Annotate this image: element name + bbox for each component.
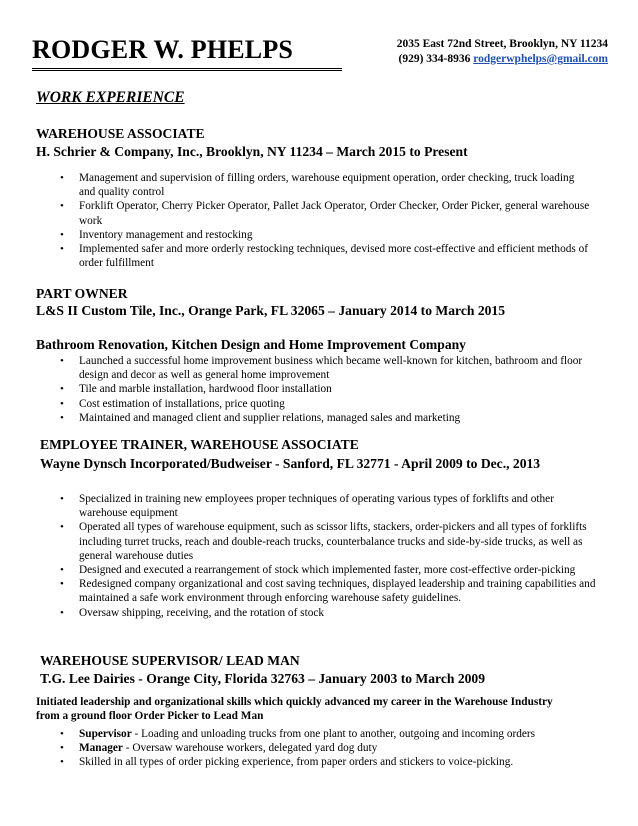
list-item: • Management and supervision of filling orders, warehouse equipment operation, order checking, truck loading and quality control bbox=[58, 171, 590, 199]
list-item: • Maintained and managed client and supplier relations, managed sales and marketing bbox=[58, 411, 590, 425]
list-item bbox=[58, 727, 598, 741]
name-underline-rule bbox=[32, 68, 342, 71]
phone-email-line bbox=[397, 52, 608, 67]
contact-block bbox=[397, 37, 608, 67]
list-item: • Oversaw shipping, receiving, and the rotation of stock bbox=[58, 606, 598, 620]
list-item: • Cost estimation of installations, price quoting bbox=[58, 397, 590, 411]
list-item: • Forklift Operator, Cherry Picker Operator, Pallet Jack Operator, Order Checker, Order Picker, general warehouse work bbox=[58, 199, 590, 227]
phone-number: (929) 334-8936 bbox=[398, 53, 474, 65]
job-title: WAREHOUSE SUPERVISOR/ LEAD MAN bbox=[40, 653, 300, 668]
job-company: H. Schrier & Company, Inc., Brooklyn, NY 11234 – March 2015 to Present bbox=[36, 144, 468, 159]
role-description: - Loading and unloading trucks from one plant to another, outgoing and incoming orders bbox=[131, 728, 536, 740]
job-company: L&S II Custom Tile, Inc., Orange Park, FL 32065 – January 2014 to March 2015 bbox=[36, 303, 506, 318]
job-title: PART OWNER bbox=[36, 286, 128, 301]
job-title: WAREHOUSE ASSOCIATE bbox=[36, 126, 205, 141]
list-item: • Implemented safer and more orderly restocking techniques, devised more cost-effective and efficient methods of order fulfillment bbox=[58, 242, 590, 270]
list-item: • Tile and marble installation, hardwood floor installation bbox=[58, 382, 590, 396]
job-company: Wayne Dynsch Incorporated/Budweiser - Sanford, FL 32771 - April 2009 to Dec., 2013 bbox=[40, 456, 541, 471]
role-label: Supervisor bbox=[79, 728, 132, 740]
list-item: • Redesigned company organizational and cost saving techniques, displayed leadership and training capabilities and maintained a safe work environment through enforcing warehouse safety guidelines. bbox=[58, 577, 598, 605]
role-description: Skilled in all types of order picking experience, from paper orders and stickers to voice-picking. bbox=[79, 756, 514, 769]
job-duties-list bbox=[58, 171, 590, 270]
role-label: Manager bbox=[79, 742, 123, 755]
role-description: - Oversaw warehouse workers, delegated yard dog duty bbox=[122, 742, 378, 755]
job-intro-text: Initiated leadership and organizational skills which quickly advanced my career in the Warehouse Industry from a ground floor Order Picker to Lead Man bbox=[36, 696, 553, 723]
list-item: • Inventory management and restocking bbox=[58, 228, 590, 242]
list-item: • Designed and executed a rearrangement of stock which implemented faster, more cost-effective order-picking bbox=[58, 563, 598, 577]
job-duties-list bbox=[58, 727, 598, 770]
list-item bbox=[58, 741, 598, 755]
job-duties-list bbox=[58, 492, 598, 620]
job-company: T.G. Lee Dairies - Orange City, Florida 32763 – January 2003 to March 2009 bbox=[40, 671, 486, 686]
list-item: • Launched a successful home improvement business which became well-known for kitchen, bathroom and floor design and decor as well as general home improvement bbox=[58, 354, 590, 382]
list-item: • Operated all types of warehouse equipment, such as scissor lifts, stackers, order-pickers and all types of forklifts including turret trucks, reach and double-reach trucks, counterbalance trucks and side-by-side trucks, as well as general warehouse duties bbox=[58, 520, 598, 563]
list-item bbox=[58, 755, 598, 769]
resume-header bbox=[32, 28, 608, 73]
list-item: • Specialized in training new employees proper techniques of operating various types of forklifts and other warehouse equipment bbox=[58, 492, 598, 520]
job-subheading: Bathroom Renovation, Kitchen Design and Home Improvement Company bbox=[36, 337, 466, 352]
job-title: EMPLOYEE TRAINER, WAREHOUSE ASSOCIATE bbox=[40, 437, 359, 452]
work-experience-heading: WORK EXPERIENCE bbox=[36, 89, 185, 106]
candidate-name: RODGER W. PHELPS bbox=[32, 35, 294, 64]
email-link[interactable]: rodgerwphelps@gmail.com bbox=[473, 53, 608, 65]
job-duties-list bbox=[58, 354, 590, 425]
street-address: 2035 East 72nd Street, Brooklyn, NY 11234 bbox=[396, 38, 608, 50]
